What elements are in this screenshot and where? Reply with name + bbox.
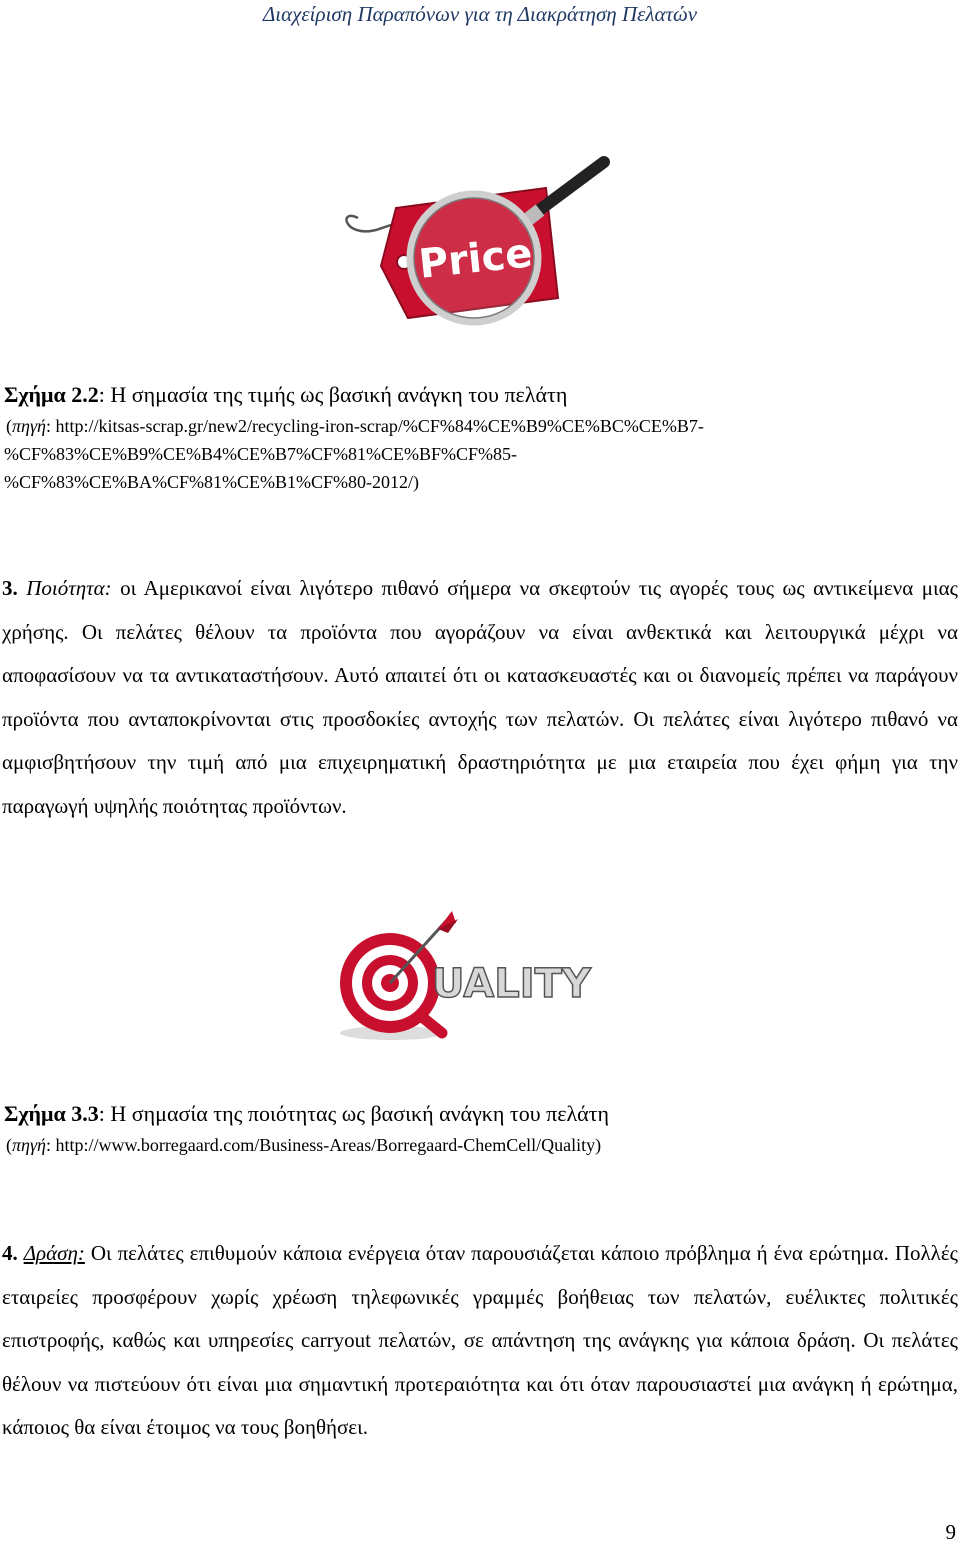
figure1-source-line2: %CF%83%CE%B9%CE%B4%CE%B7%CF%81%CE%BF%CF%85- [4, 444, 517, 464]
figure1-label: Σχήμα 2. [4, 382, 88, 407]
figure1-source [6, 412, 956, 440]
figure1-source-line3: %CF%83%CE%BA%CF%81%CE%B1%CF%80-2012/) [4, 472, 419, 492]
quality-target-illustration [330, 905, 630, 1045]
section-4-term: Δράση: [23, 1241, 85, 1265]
figure1-source-open-paren: ( [6, 416, 12, 436]
section-3-paragraph [2, 567, 958, 829]
figure2-label-number: 3 [87, 1101, 99, 1126]
figure1-label-number: 2 [87, 382, 99, 407]
section-3-term: Ποιότητα: [26, 576, 112, 600]
figure1-caption [4, 381, 954, 409]
running-header: Διαχείριση Παραπόνων για τη Διακράτηση Πελατών [262, 2, 698, 26]
quality-word: UALITY [432, 961, 591, 1007]
section-3-number: 3. [2, 576, 18, 600]
figure2-source [6, 1131, 956, 1159]
figure1-source-label: πηγή [12, 416, 46, 436]
figure2-caption [4, 1100, 954, 1128]
page-number: 9 [945, 1520, 956, 1544]
figure1-source-line1: : http://kitsas-scrap.gr/new2/recycling-iron-scrap/%CF%84%CE%B9%CE%BC%CE%B7- [45, 416, 704, 436]
section-4-text: Οι πελάτες επιθυμούν κάποια ενέργεια όταν παρουσιάζεται κάποιο πρόβλημα ή ένα ερώτημα. Πολλές εταιρείες προσφέρουν χωρίς χρέωση τηλεφωνικές γραμμές βοήθειας των πελατών, ευέλικτες πολιτικές επιστροφής, καθώς και υπηρεσίες carryout πελατών, σε απάντηση της ανάγκης για κάποια δράση. Οι πελάτες θέλουν να πιστεύουν ότι είναι μια σημαντική προτεραιότητα και ότι όταν παρουσιαστεί μια ανάγκη ή ερώτημα, κάποιος θα είναι έτοιμος να τους βοηθήσει. [2, 1241, 958, 1440]
figure2-source-label: πηγή [12, 1135, 46, 1155]
figure2-source-line1: : http://www.borregaard.com/Business-Areas/Borregaard-ChemCell/Quality) [45, 1135, 602, 1155]
figure1-caption-text: : Η σημασία της τιμής ως βασική ανάγκη του πελάτη [98, 382, 568, 407]
price-tag-magnifier-illustration [336, 148, 624, 353]
section-4-paragraph [2, 1232, 958, 1450]
price-word: Price [416, 230, 535, 288]
figure2-source-open-paren: ( [6, 1135, 12, 1155]
section-4-number: 4. [2, 1241, 18, 1265]
figure2-label: Σχήμα 3. [4, 1101, 88, 1126]
quality-target-image [330, 905, 630, 1045]
figure2-caption-text: : Η σημασία της ποιότητας ως βασική ανάγκη του πελάτη [98, 1101, 610, 1126]
section-3-text: οι Αμερικανοί είναι λιγότερο πιθανό σήμερα να σκεφτούν τις αγορές τους ως αντικείμενα μιας χρήσης. Οι πελάτες θέλουν τα προϊόντα που αγοράζουν να είναι ανθεκτικά και λειτουργικά μέχρι να αποφασίσουν να τα αντικαταστήσουν. Αυτό απαιτεί ότι οι κατασκευαστές και οι διανομείς πρέπει να παράγουν προϊόντα που ανταποκρίνονται στις προσδοκίες αντοχής των πελατών. Οι πελάτες είναι λιγότερο πιθανό να αμφισβητήσουν την τιμή από μια επιχειρηματική δραστηριότητα με μια εταιρεία που έχει φήμη για την παραγωγή υψηλής ποιότητας προϊόντων. [2, 576, 958, 818]
price-tag-image [336, 148, 624, 353]
